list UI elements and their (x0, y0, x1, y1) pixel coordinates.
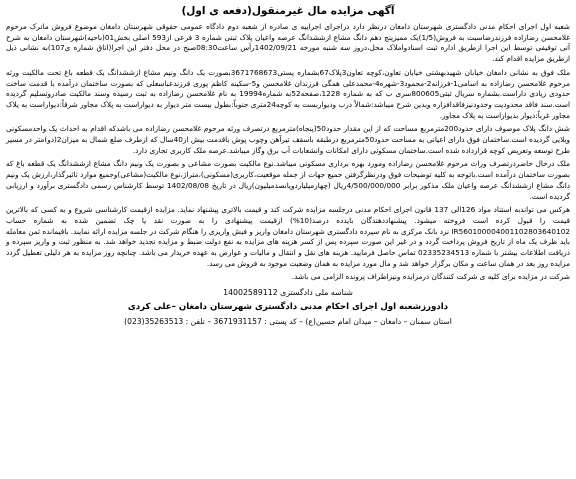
notice-paragraph-1: شعبه اول اجرای احکام مدنی دادگستری شهرستان دامغان درنظر دارد دراجرای اجراییه ی صادره از شعبه دوم دادگاه عمومی حقوقی شهرستان دامغان موضوع فروش ماترک مرحوم غلامحسن رضازاده فرزندرضاسبت به فروش(1/5)یک ممیزپنج دهم دانگ مشاع ازششدانگ عرصه واعیان پلاک ثبتی شماره 3 فرعی از593 اصلی بخش01(ناحیه)شهرستان دامغان به شرح آتی توقیفی توسط این اجرا ازطریق اداره ثبت اسنادواملاک محل،دروز سه شنبه مورخه 1402/09/21رأس ساعت08:30صبح در محل دفتر این اجرا(اتاق شماره ی107)به نشانی ذیل ازطریق مزایده اقدام کند. (6, 22, 571, 64)
signature: دادورزشعبه اول اجرای احکام مدنی دادگستری شهرستان دامغان –علی کردی (127, 302, 449, 313)
notice-paragraph-6: شرکت در مزایده برای کلیه ی شرکت کنندگان درمزایده ونیزاطراف پرونده الزامی می باشد. (291, 272, 570, 282)
notice-paragraph-5: هرکس می تواندبه استناد مواد 126الی 137 قانون اجرای احکام مدنی درجلسه مزایده شرکت کند و قیمت بالاتری پیشنهاد نماید. مزایده ازقیمت کارشناسی شروع و به کسی که بالاترین قیمت را قبول کرده است فروخته میشود. پیشنهاددهندگان بایدده درصد(10%) ازقیمت پیشنهادی را به صورت نقد یا چک تضمین شده به شماره حساب IR560100004001102803640102 نزد بانک مرکزی به نام سپرده دادگستری شهرستان دامغان واریز و فیش واریزی را هنگام شرکت در جلسه مزایده ارائه نمایند. باقیمانده ثمن معامله باید ظرف یک ماه از تاریخ فروش پرداخت گردد و در غیر این صورت سپرده پس از کسر هزینه های مزایده به نفع دولت ضبط و مزایده تجدید خواهد شد. به منظور ثبت و واریز سپرده و دریافت اطلاعات بیشتر با شماره 02335234513 تماس حاصل فرمایید. هزینه های نقل و انتقال و مالیات و عوارض به عهده خریدار می باشد. چنانچه روز مزایده به هر دلیلی تعطیل گردد مزایده روز بعد در همان ساعت و مکان برگزار خواهد شد و مال مورد مزایده به همان وضعیت موجود به فروش می رسد. (6, 205, 571, 268)
notice-paragraph-2: ملک فوق به نشانی دامغان خیابان شهیدبهشتی خیابان تعاون،کوچه تعاون3پلاک67بشماره پستی3671768673بصورت یک دانگ ونیم مشاع ازششدانگ یک قطعه باغ تحت مالکیت ورثه مرحوم غلامحسن رضازاده به اسامی1-فرزانه2-محمود3-شهره4-محمدعلی همگی فرزندان غلامحسن و5-سکینه کاظم پوری فرزندعباسعلی که بصورت ساختمان درآمده با قدمت ساخت حدودی زیادی داراست.بشماره سریال ثبتی800605سری ب که به شماره 1228،صفحه52به شماره19994 به نام غلامحسن رضازاده به ثبت رسیده وسند مالکیت صادروتسلیم گردیده است.سند فاقد محدودیت وحدودنیزفاقدافزاره وبدین شرح میباشد:شمالاً درب ودیواربست به کوچه24متری جنوباً:بطول بیست متر دیوار به دیواراست به پلاک مجاور شرقاً:دیواراست به پلاک مجاور غرباً:دیوار بدیواراست به پلاک مجاور. (6, 67, 570, 120)
court-address: استان سمنان – دامغان – میدان امام حسین(ع) – کد پستی : 3671931157 – تلفن : 35263513(023) (124, 317, 452, 327)
reference-id: شناسه ملی دادگستری 14002589112 (223, 288, 353, 298)
notice-paragraph-3: شش دانگ پلاک موصوف دارای حدود200مترمربع مساحت که از این مقدار حدود50(پنجاه)مترمربع درتصرف ورثه مرحوم غلامحسن رضازاده می باشدکه اقدام به احداث یک واحدمسکونی ویلایی گردیده است.ساختمان فوق دارای اعیانی به مساحت حدود50مترمربع درطبقه باسقف تیرآهن وچوب پوش باقدمت بیش از40سال که ازطرف ضلع شمال به میزان2(دو)متر در مسیر طرح توسعه وتعریض کوچه قرارداده شده است.ساختمان مسکونی دارای امکانات وانشعابات آب برق وگاز میباشد.عرصه ملک کاربری تجاری دارد. (6, 124, 570, 155)
notice-paragraph-4: ملک درحال حاضردرتصرف وراث مرحوم غلامحسن رضازاده ومورد بهره برداری مسکونی میباشد.نوع مالکیت بصورت مشاعی و بصورت یک ونیم دانگ مشاع ازششدانگ یک قطعه باغ که بصورت ساختمان درآمده است.باتوجه به کلیه توضیحات فوق ودرنظرگرفتن جمیع جهات از جمله موقعیت،کاربری(مسکونی)،متراژ،نوع مالکیت(مشاعی)وجمیع موارد تاثیرگذار،ارزش یک ونیم دانگ مشاع ازششدانگ عرصه واعیان ملک مذکور برابر 4/500/000/000ریال (چهارمیلیاردوپانصدمیلیون)ریال در تاریخ 1402/08/08 توسط کارشناس رسمی دادگستری برآورد و ارزیابی گردیده است. (6, 159, 570, 201)
notice-title: آگهی مزایده مال غیرمنقول(دفعه ی اول) (181, 5, 395, 17)
